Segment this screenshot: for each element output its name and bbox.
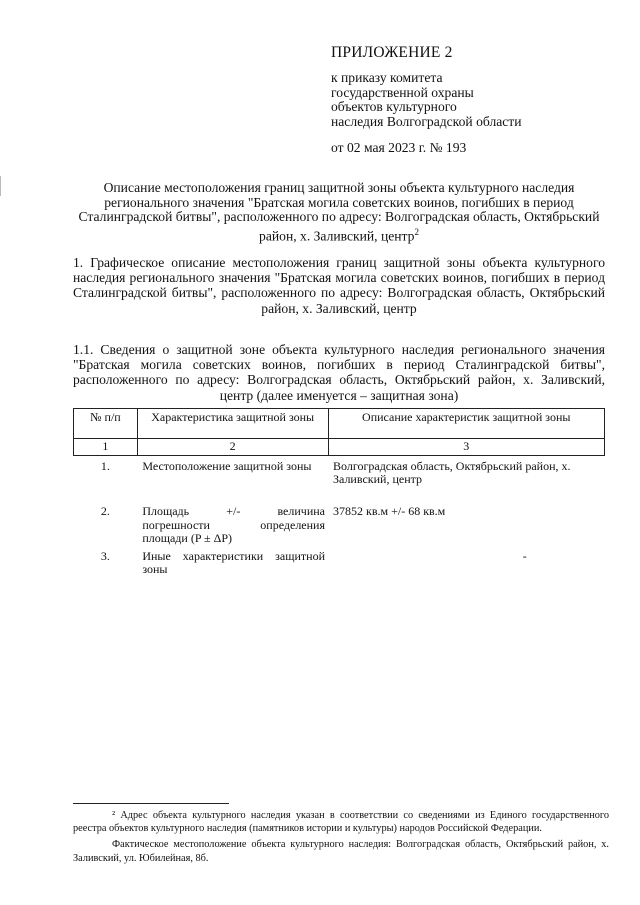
header-number: № п/п [74, 409, 138, 439]
table-row [74, 546, 605, 586]
margin-mark [0, 176, 1, 196]
header-description: Описание характеристик защитной зоны [328, 409, 605, 439]
table-column-numbers-row [74, 439, 605, 456]
appendix-order-reference [331, 71, 611, 129]
row-characteristic: Иные характеристики защитной зоны [142, 548, 325, 576]
appendix-line: к приказу комитета [331, 70, 443, 85]
appendix-line: объектов культурного [331, 99, 457, 114]
appendix-date: от 02 мая 2023 г. № 193 [331, 140, 467, 155]
column-number: 1 [74, 439, 138, 456]
table-row [74, 455, 605, 501]
row-description: 37852 кв.м +/- 68 кв.м [333, 504, 446, 518]
row-number: 3. [100, 548, 110, 563]
row-characteristic: Местоположение защитной зоны [142, 458, 312, 473]
footnote-address: ² Адрес объекта культурного наследия указан в соответствии со сведениями из Единого государственного реестра объектов культурного наследия (памятников истории и культуры) народов Российской Федерации. [73, 810, 609, 835]
footnote-ref: 2 [414, 226, 419, 237]
footnotes [73, 809, 609, 865]
row-characteristic: Площадь +/- величина погрешности определения площади (P ± ΔP) [142, 504, 325, 545]
row-number: 1. [100, 458, 110, 473]
column-number: 2 [137, 439, 328, 456]
protection-zone-table [73, 408, 605, 586]
header-characteristic: Характеристика защитной зоны [137, 409, 328, 439]
row-number: 2. [100, 504, 110, 518]
section-1-1-text: 1.1. Сведения о защитной зоне объекта культурного наследия регионального значения "Братская могила советских воинов, погибших в период Сталинградской битвы", расположенного по адресу: Волгоградская область, Октябрьский район, х. Заливский, центр (далее именуется – защитная зона) [73, 342, 605, 403]
section-1-text: 1. Графическое описание местоположения границ защитной зоны объекта культурного наследия регионального значения "Братская могила советских воинов, погибших в период Сталинградской битвы", расположенного по адресу: Волгоградская область, Октябрьский район, х. Заливский, центр [73, 255, 605, 316]
appendix-line: наследия Волгоградской области [331, 113, 522, 129]
appendix-block [331, 44, 611, 155]
document-title-text: Описание местоположения границ защитной зоны объекта культурного наследия регионального значения "Братская могила советских воинов, погибших в период Сталинградской битвы", расположенного по адресу: Волгоградская область, Октябрьский район, х. Заливский, центр [78, 180, 600, 244]
appendix-title: ПРИЛОЖЕНИЕ 2 [331, 44, 453, 61]
appendix-line: государственной охраны [331, 84, 474, 100]
footnote-actual-location: Фактическое местоположение объекта культурного наследия: Волгоградская область, Октябрьский район, х. Заливский, ул. Юбилейная, 8б. [73, 839, 609, 864]
document-title [73, 181, 605, 244]
row-description: Волгоградская область, Октябрьский район, х. Заливский, центр [333, 458, 571, 486]
table-header-row [74, 409, 605, 439]
column-number: 3 [328, 439, 605, 456]
footnote-separator [73, 803, 229, 804]
row-description: - [522, 548, 527, 563]
table-row [74, 501, 605, 546]
